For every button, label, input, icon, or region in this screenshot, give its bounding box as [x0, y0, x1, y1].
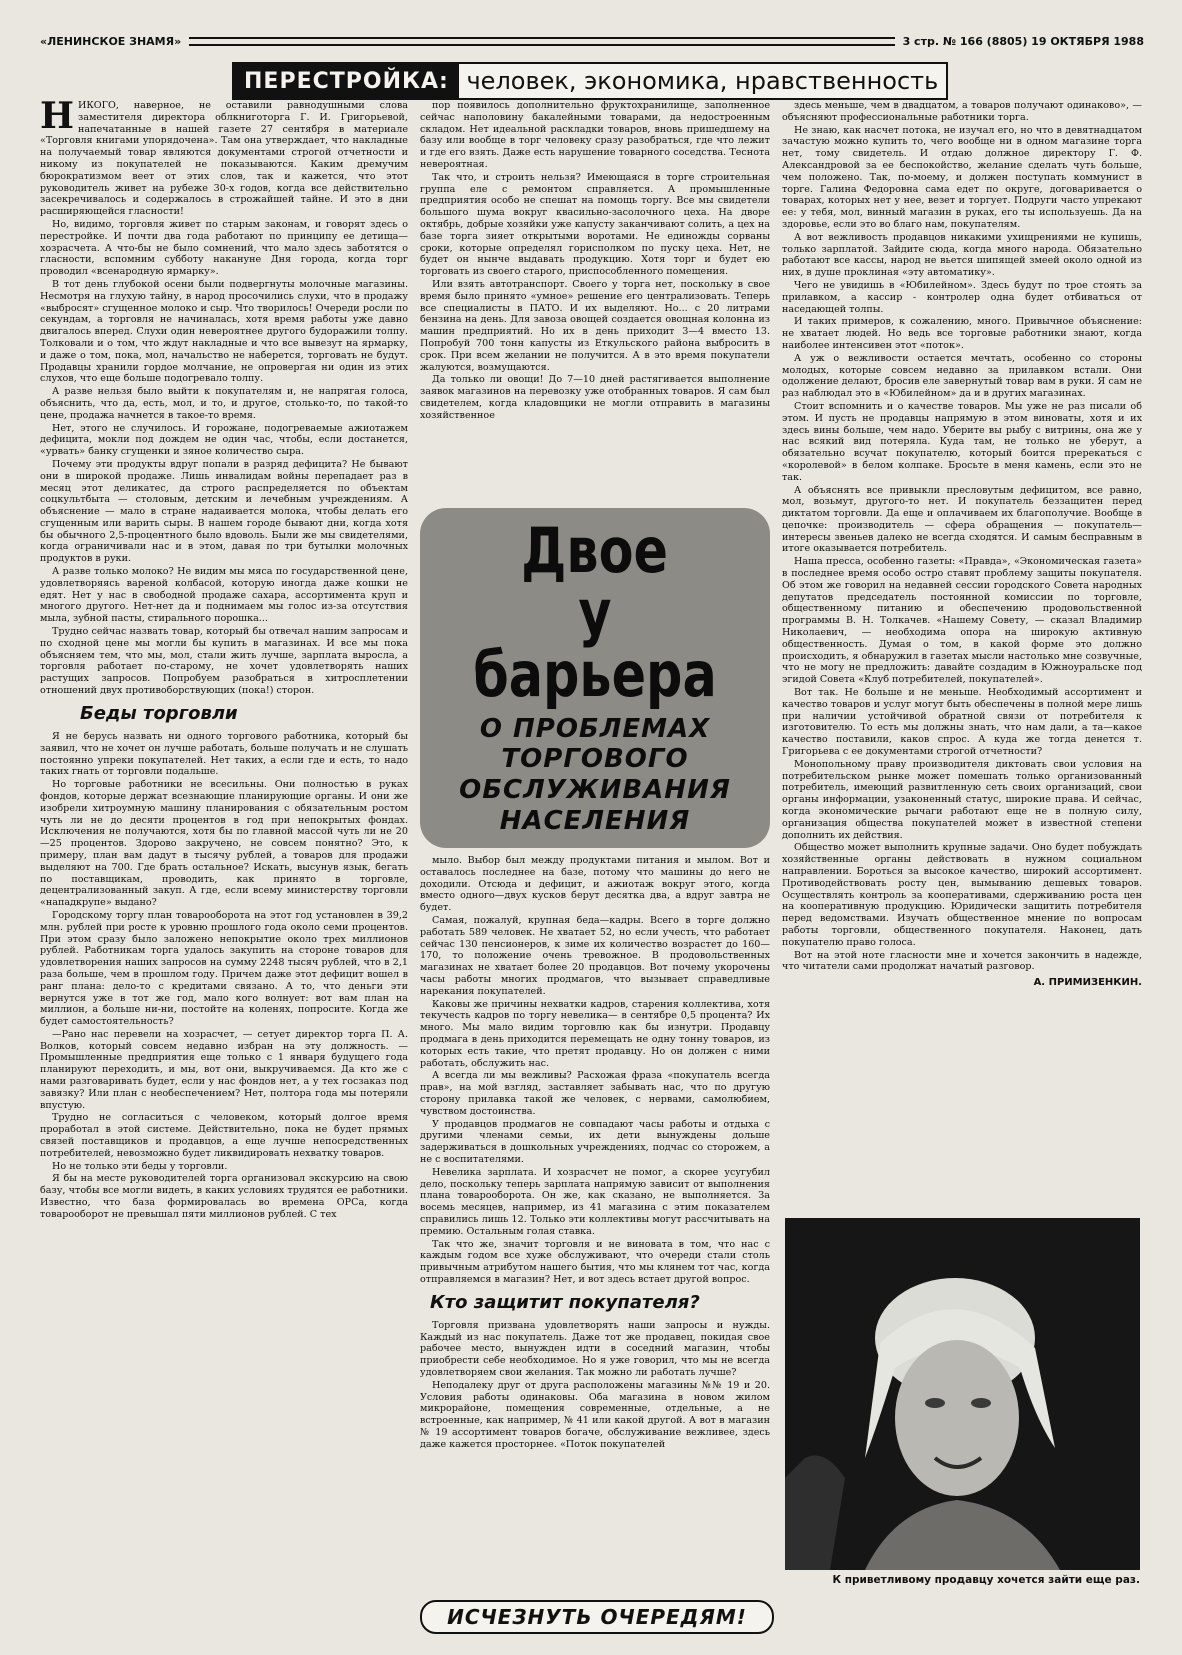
paragraph: А уж о вежливости остается мечтать, особенно со стороны молодых, которые совсем недавно за прилавком встали. Они одолжение делают, бросив еле завернутый товар вам в руки. Я сам не раз наблюдал это в «Юбилейном» да и в других магазинах.	[782, 352, 1142, 400]
paragraph: И таких примеров, к сожалению, много. Привычное объяснение: не хватает людей. Но ведь все торговые работники знают, когда наиболее интенсивен этот «поток».	[782, 316, 1142, 351]
paragraph: Почему эти продукты вдруг попали в разряд дефицита? Не бывают они в широкой продаже. Лишь инвалидам войны перепадает раз в месяц этот деликатес, да строго распределяется по объектам соцкультбыта — столовым, детским и лечебным учреждениям. А объяснение — мало в стране надаивается молока, чтобы делать его сгущенным или варить сыры. В нашем городе бывают дни, когда хотя бы обычного 2,5-процентного было вдоволь. Были же мы свидетелями, когда ограничивали нас и в этом, давая по три бутылки молочных продуктов в руки.	[40, 458, 408, 565]
paragraph: Вот на этой ноте гласности мне и хочется закончить в надежде, что читатели сами продолжат начатый разговор.	[782, 949, 1142, 973]
paragraph: Торговля призвана удовлетворять наши запросы и нужды. Каждый из нас покупатель. Даже тот же продавец, покидая свое рабочее место, вынужден идти в соседний магазин, чтобы приобрести себе необходимое. Но я уже говорил, что мы не всегда удовлетворяем свои желания. Так можно ли работать лучше?	[420, 1319, 770, 1378]
paragraph: Наша пресса, особенно газеты: «Правда», «Экономическая газета» в последнее время особо остро ставят проблему защиты покупателя. Об этом же говорил на недавней сессии городского Совета народных депутатов председатель постоянной комиссии по торговле, общественному питанию и обеспечению продовольственной программы В. Н. Толкачев. «Нашему Совету, — сказал Владимир Николаевич, — необходима опора на широкую активную общественность. Думая о том, в какой форме это должно происходить, я обнаружил в газетах мысли настолько мне созвучные, что не могу не предложить: давайте создадим в Южноуральске под эгидой Совета «Клуб потребителей, покупателей».	[782, 556, 1142, 686]
paragraph: Но не только эти беды у торговли.	[52, 1160, 228, 1172]
paragraph: Нет, этого не случилось. И горожане, подогреваемые ажиотажем дефицита, мокли под дождем не один час, чтобы, если достанется, «урвать» банку сгущенки и зяное количество сыра.	[40, 422, 408, 458]
paragraph: Чего не увидишь в «Юбилейном». Здесь будут по трое стоять за прилавком, а кассир - контролер одна будет отбиваться от наседающей толпы.	[782, 279, 1142, 315]
paragraph: Каковы же причины нехватки кадров, старения коллектива, хотя текучесть кадров по торгу невелика— в сентябре 0,5 процента? Их много. Мы мало видим торговлю как бы изнутри. Продавцу продмага в день приходится перемещать не одну тонну товаров, из которых есть такие, что претят продавцу. Но он должен с ними работать, обслужить нас.	[420, 998, 770, 1069]
paragraph: У продавцов продмагов не совпадают часы работы и отдыха с другими членами семьи, их дети вынуждены дольше задерживаться в дошкольных учреждениях, подчас со сторожем, а не с воспитателями.	[420, 1118, 770, 1165]
paragraph: Неподалеку друг от друга расположены магазины №№ 19 и 20. Условия работы одинаковы. Оба магазина в новом жилом микрорайоне, помещения современные, отдельные, а не встроенные, как например, № 41 или какой другой. А вот в магазин № 19 ассортимент товаров богаче, обслуживание вежливее, здесь даже кажется просторнее. «Поток покупателей	[420, 1379, 770, 1450]
subheading-who-protects-buyer: Кто защитит покупателя?	[430, 1291, 700, 1313]
paragraph: А разве только молоко? Не видим мы мяса по государственной цене, удовлетворяясь вареной колбасой, которую иногда даже кошки не едят. Нет у нас в свободной продаже сахара, ассортимента круп и многого другого. Нет-нет да и поднимаем мы голос из-за отсутствия мыла, зубной пасты, стирального порошка...	[40, 566, 408, 625]
headline-line-2: у барьера	[473, 575, 717, 711]
paragraph: Стоит вспомнить и о качестве товаров. Мы уже не раз писали об этом. И пусть не продавцы напрямую в этом виноваты, хотя и их здесь вины больше, чем надо. Уберите вы рыбу с витрины, она же у нас всякий вид потеряла. Куда там, не только не уберут, а обязательно всучат покупателю, который боится пререкаться с «королевой» в белом колпаке. Бросьте в меня камень, если это не так.	[782, 400, 1142, 483]
paragraph: Так что же, значит торговля и не виновата в том, что нас с каждым годом все хуже обслуживают, что очереди стали столь привычным атрибутом нашего бытия, что мы клянем тот час, когда отправляемся в магазин? Нет, и вот здесь встает другой вопрос.	[420, 1238, 770, 1285]
paragraph: Трудно сейчас назвать товар, который бы отвечал нашим запросам и по сходной цене мы могли бы купить в магазинах. И все мы пока объясняем тем, что мы, мол, стали жить лучше, зарплата выросла, а торговля работает по-старому, не хочет удовлетворять наших растущих запросов. Попробуем разобраться в хитросплетении отношений двух противоборствующих (пока!) сторон.	[40, 626, 408, 697]
subtitle-line: ОБСЛУЖИВАНИЯ	[459, 775, 731, 805]
paragraph: Вот так. Не больше и не меньше. Необходимый ассортимент и качество товаров и услуг могут быть обеспечены в полной мере лишь при наличии устойчивой обратной связи от потребителя к изготовителю. То есть мы должны знать, что нам дали, а та—какое качество поставили, каков спрос. А куда же тогда денется т. Григорьева с ее документами строгой отчетности?	[782, 687, 1142, 758]
masthead-rule	[189, 37, 894, 46]
issue-info: 3 стр. № 166 (8805) 19 ОКТЯБРЯ 1988	[902, 34, 1144, 48]
paragraph: Но, видимо, торговля живет по старым законам, и говорят здесь о перестройке. И почти два года работают по принципу ее детища—хозрасчета. А что-бы не было сомнений, что мало здесь заботятся о гласности, вспомним субботу накануне Дня города, когда торг проводил «всенародную ярмарку».	[40, 218, 408, 278]
paragraph: Так что, и строить нельзя? Имеющаяся в торге строительная группа еле с ремонтом справляется. А промышленные предприятия особо не спешат на помощь торгу. Все мы свидетели большого шума вокруг квасильно-засолочного цеха. На дворе октябрь, добрые хозяйки уже капусту заканчивают солить, а цех на базе торга зияет открытыми воротами. Не единожды сорваны сроки, которые определял горисполком по пуску цеха. Нет, не будет он нынче выдавать продукцию. Хотя торг и будет ею торговать из своего старого, приспособленного помещения.	[420, 171, 770, 278]
headline-subtitle	[459, 714, 731, 837]
drop-cap: Н	[40, 100, 75, 137]
paragraph: Невелика зарплата. И хозрасчет не помог, а скорее усугубил дело, поскольку теперь зарплата напрямую зависит от выполнения плана товарооборота. Он же, как сказано, не выполняется. За восемь месяцев, например, из 41 магазина с этим показателем справились лишь 12. Только эти коллективы могут рассчитывать на премию. Остальным голая ставка.	[420, 1166, 770, 1237]
lead-paragraph	[40, 100, 408, 218]
paragraph: Трудно не согласиться с человеком, который долгое время проработал в этой системе. Действительно, пока не будет прямых связей поставщиков и продавцов, а еще лучше непосредственных потребителей, невозможно будет ликвидировать нехватку товаров.	[40, 1112, 408, 1159]
paragraph: Монопольному праву производителя диктовать свои условия на потребительском рынке может помешать только организованный потребитель, имеющий развитленную сеть своих организаций, свои органы информации, узаконенный статус, широкие права. И сейчас, когда экономические рычаги работают еще не в полную силу, организация общества покупателей может в известной степени дополнить их действия.	[782, 758, 1142, 841]
subheading-trade-troubles: Беды торговли	[80, 702, 238, 724]
paragraph: А всегда ли мы вежливы? Расхожая фраза «покупатель всегда прав», на мой взгляд, заставляет забывать нас, что по другую сторону прилавка такой же человек, с нервами, самолюбием, чувством достоинства.	[420, 1070, 770, 1117]
subtitle-line: НАСЕЛЕНИЯ	[499, 805, 691, 836]
paragraph: А вот вежливость продавцов никакими ухищрениями не купишь, только зарплатой. Зайдите сюда, когда много народа. Обязательно работают все кассы, народ не вьется шипящей змеей около одной из них, в душе проклиная «эту автоматику».	[782, 231, 1142, 279]
paragraph: мыло. Выбор был между продуктами питания и мылом. Вот и оставалось последнее на базе, потому что машины до него не доходили. Отсюда и дефицит, и ажиотаж вокруг этого, когда вместо одного—двух кусков берут десятка два, а вдруг завтра не будет.	[420, 855, 770, 914]
author-signature: А. ПРИМИЗЕНКИН.	[1033, 977, 1142, 989]
paragraph: Я не берусь назвать ни одного торгового работника, который бы заявил, что не хочет он лучше работать, больше получать и не слушать постоянно упреки покупателей. Нет таких, а если где и есть, то надо таких гнать от торговли подальше.	[40, 730, 408, 778]
rubric-banner	[232, 62, 948, 100]
paragraph: Да только ли овощи! До 7—10 дней растягивается выполнение заявок магазинов на перевозку уже отобранных товаров. Я сам был свидетелем, когда кладовщики не могли отправить в магазины хозяйственное	[420, 374, 770, 421]
paragraph: А разве нельзя было выйти к покупателям и, не напрягая голоса, объяснить, что да, есть, мол, и то, и другое, столько-то, по такой-то цене, продажа начнется в такое-то время.	[40, 386, 408, 421]
subtitle-line: О ПРОБЛЕМАХ	[479, 713, 711, 744]
article-column-2-top	[420, 100, 770, 498]
paragraph: А объяснять все привыкли пресловутым дефицитом, все равно, мол, возьмут, другого-то нет. И покупатель беззащитен перед диктатом торговли. Да еще и оплачиваем их благополучие. Вообще в цепочке: производитель — сфера обращения — покупатель—интересы звеньев далеко не всегда сходятся. И самым бесправным в итоге оказывается потребитель.	[782, 484, 1142, 555]
footer-slogan: ИСЧЕЗНУТЬ ОЧЕРЕДЯМ!	[420, 1600, 774, 1634]
headline-line-1: Двое	[521, 513, 669, 587]
paragraph: —Рано нас перевели на хозрасчет, — сетует директор торга П. А. Волков, который совсем недавно избран на эту должность. — Промышленные предприятия еще только с 1 января будущего года планируют переходить, и мы, вот они, выкручиваемся. Да кто же с нами разговаривать будет, если у нас фондов нет, а у тех госзаказ под завязку? Или план с необеспечением? Нет, полтора года мы потеряли впустую.	[40, 1028, 408, 1111]
paragraph: Не знаю, как насчет потока, не изучал его, но что в девятнадцатом зачастую можно купить то, чего вообще ни в одном магазине торга нет, тому свидетель. И отдаю должное директору Г. Ф. Александровой за ее беспокойство, желание сделать чуть больше, чем положено. Так, по-моему, и должен поступать коммунист в торге. Галина Федоровна сама едет по округе, договаривается о товарах, которых нет у нее, везет и торгует. Подруги часто упрекают ее: у тебя, мол, винный магазин в руках, его ты используешь. Да на здоровье, если это во благо нам, покупателям.	[782, 124, 1142, 230]
headline-box	[420, 508, 770, 848]
saleswoman-photo	[785, 1218, 1140, 1570]
paragraph: Я бы на месте руководителей торга организовал экскурсию на свою базу, чтобы все могли видеть, в каких условиях трудятся ее работники. Известно, что база формировалась во времена ОРСа, когда товарооборот не превышал пяти миллионов рублей. С тех	[40, 1173, 408, 1220]
paragraph: Но торговые работники не всесильны. Они полностью в руках фондов, которые держат всезнающие планирующие органы. И они же изобрели хитроумную машину планирования с обязательным ростом чуть ли не до десяти процентов в год при непокрытых фондах. Исключения не получаются, хотя бы по главной массой чуть ли не 20—25 процентов. Здорово закручено, не совсем понятно? Это, к примеру, план вам дадут в тысячу рублей, а товаров для продажи выделяют на 700. Где брать остальное? Искать, высунув язык, бегать по поставщикам, проводить, как принято в торговле, децентрализованный закуп. А где, если всему министерству торговли «нападкрупе» выдано?	[40, 779, 408, 909]
paragraph: В тот день глубокой осени были подвергнуты молочные магазины. Несмотря на глухую тайну, в народ просочились слухи, что в продажу «выбросят» сгущенное молоко и сыр. Что творилось! Очереди росли по секундам, а торговля не начиналась, хотя время работы уже давно двигалось вперед. Слухи один невероятнее другого будоражили толпу. Толковали и о том, что ждут накладные и что все вывезут на ярмарку, и даже о том, пока, мол, начальство не наберется, торговать не будут. Продавцы хранили гордое молчание, не опровергая ни один из этих слухов, что еще больше подогревало толпу.	[40, 278, 408, 385]
masthead	[40, 30, 1144, 52]
paragraph: здесь меньше, чем в двадцатом, а товаров получают одинаково», — объясняют профессиональные работники торга.	[782, 100, 1142, 123]
article-column-2-bottom	[420, 855, 770, 1625]
newspaper-name: «ЛЕНИНСКОЕ ЗНАМЯ»	[40, 34, 182, 48]
rubric-theme: человек, экономика, нравственность	[466, 67, 939, 95]
rubric-label: ПЕРЕСТРОЙКА:	[234, 64, 459, 98]
photo-caption: К приветливому продавцу хочется зайти еще раз.	[832, 1574, 1140, 1586]
subtitle-line: ТОРГОВОГО	[501, 744, 689, 775]
paragraph: Городскому торгу план товарооборота на этот год установлен в 39,2 млн. рублей при росте к уровню прошлого года около семи процентов. При этом сразу было заложено непокрытие около трех миллионов рублей. Работникам торга удалось закупить на стороне товаров для удовлетворения наших запросов на сумму 2248 тысяч рублей, что в 2,1 раза больше, чем в прошлом году. Причем даже этот дефицит вошел в ранг плана: дело-то с кредитами связано. А то, что деньги эти вернутся уже в тот же год, мало кого волнует: вот вам план на миллион, а больше ни-ни, постойте на коленях, попросите. Когда же будет самостоятельность?	[40, 909, 408, 1028]
paragraph: Общество может выполнить крупные задачи. Оно будет побуждать хозяйственные органы действовать в нужном социальном направлении. Бороться за высокое качество, широкий ассортимент. Противодействовать росту цен, вымыванию дешевых товаров. Осуществлять контроль за кооперативами, сдерживанию роста цен на кооперативную продукцию. Юридически защитить потребителя перед ведомствами. Изучать общественное мнение по вопросам работы торговли, общественного покупателя. Наконец, дать покупателю право голоса.	[782, 842, 1142, 948]
paragraph: Самая, пожалуй, крупная беда—кадры. Всего в торге должно работать 589 человек. Не хватает 52, но если учесть, что работает сейчас 130 пенсионеров, к зиме их количество возрастет до 160—170, то положение очень тревожное. В продовольственных магазинах не хватает более 20 продавцов. Вот почему укорочены часы работы многих продмагов, что вызывает справедливые нарекания покупателей.	[420, 914, 770, 997]
paragraph: пор появилось дополнительно фруктохранилище, заполненное сейчас наполовину бакалейными товарами, да недостроенным складом. Нет идеальной раскладки товаров, вновь пришедшему на базу или вообще в торг человеку сразу разобраться, где что лежит и где его взять. Даже есть нарушение товарного соседства. Теснота невероятная.	[420, 100, 770, 170]
article-column-1	[40, 100, 408, 1620]
photo-illustration	[785, 1218, 1140, 1570]
paragraph: Или взять автотранспорт. Своего у торга нет, поскольку в свое время было принято «умное» решение его централизовать. Теперь все специалисты в ПАТО. И их выделяют. Но... с 20 литрами бензина на день. Для завоза овощей создается овощная колонна из машин предприятий. Но их в день приходит 3—4 вместо 13. Попробуй 700 тонн капусты из Еткульского района выбросить в срок. При всем желании не получится. А в это время покупатели жалуются, возмущаются.	[420, 278, 770, 373]
lead-text: ИКОГО, наверное, не оставили равнодушными слова заместителя директора облкниготорга Г. И. Григорьевой, напечатанные в нашей газете 27 сентября в материале «Торговля книгами упорядочена». Там она утверждает, что накладные на получаемый товар являются документами строгой отчетности и никому из покупателей не показываются. Каким дремучим бюрократизмом веет от этих слов, так и кажется, что этот руководитель живет на рубеже 30-х годов, когда все действительно засекречивалось и содержалось в строжайшей тайне. И это в дни расширяющейся гласности!	[40, 100, 408, 218]
